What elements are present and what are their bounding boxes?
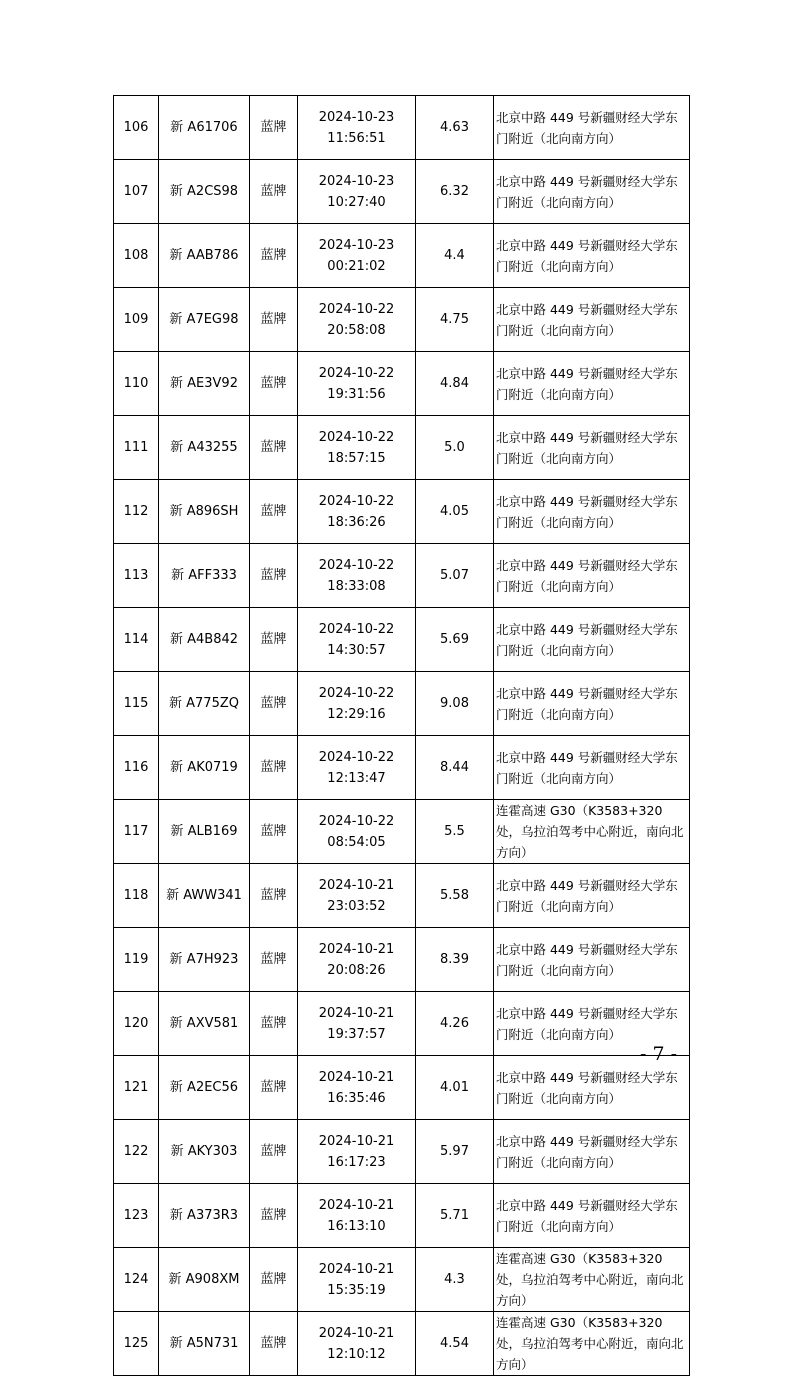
cell-plate-color: 蓝牌 [250,416,298,480]
cell-value: 4.05 [416,480,494,544]
cell-date: 2024-10-21 [318,877,395,893]
cell-location: 北京中路 449 号新疆财经大学东门附近（北向南方向） [494,608,690,672]
cell-time: 18:36:26 [327,514,386,530]
cell-value: 4.3 [416,1248,494,1312]
cell-plate-color: 蓝牌 [250,480,298,544]
cell-plate-number: 新 A2EC56 [159,1056,250,1120]
cell-plate-color: 蓝牌 [250,1056,298,1120]
cell-value: 5.71 [416,1184,494,1248]
table-row [114,1056,690,1120]
cell-date: 2024-10-22 [318,621,395,637]
cell-serial-number: 124 [114,1248,159,1312]
cell-time: 12:29:16 [327,706,386,722]
table-row [114,1248,690,1312]
cell-location: 北京中路 449 号新疆财经大学东门附近（北向南方向） [494,160,690,224]
cell-time: 12:13:47 [327,770,386,786]
cell-plate-number: 新 A61706 [159,96,250,160]
cell-plate-color: 蓝牌 [250,928,298,992]
cell-plate-number: 新 AK0719 [159,736,250,800]
cell-plate-number: 新 A2CS98 [159,160,250,224]
cell-location: 连霍高速 G30（K3583+320 处，乌拉泊驾考中心附近，南向北方向） [494,1312,690,1376]
cell-serial-number: 110 [114,352,159,416]
cell-value: 6.32 [416,160,494,224]
cell-location: 北京中路 449 号新疆财经大学东门附近（北向南方向） [494,672,690,736]
cell-time: 20:08:26 [327,962,386,978]
cell-plate-color: 蓝牌 [250,864,298,928]
cell-plate-number: 新 AKY303 [159,1120,250,1184]
cell-date: 2024-10-21 [318,1133,395,1149]
cell-location: 北京中路 449 号新疆财经大学东门附近（北向南方向） [494,1056,690,1120]
cell-location: 北京中路 449 号新疆财经大学东门附近（北向南方向） [494,416,690,480]
table-row [114,672,690,736]
cell-date: 2024-10-21 [318,1069,395,1085]
cell-plate-color: 蓝牌 [250,544,298,608]
cell-datetime [298,864,416,928]
table-row [114,992,690,1056]
cell-date: 2024-10-22 [318,813,395,829]
cell-date: 2024-10-21 [318,941,395,957]
cell-datetime [298,288,416,352]
cell-plate-color: 蓝牌 [250,1248,298,1312]
cell-time: 16:17:23 [327,1154,386,1170]
cell-plate-color: 蓝牌 [250,608,298,672]
cell-date: 2024-10-21 [318,1197,395,1213]
cell-plate-number: 新 AFF333 [159,544,250,608]
cell-serial-number: 125 [114,1312,159,1376]
cell-time: 18:57:15 [327,450,386,466]
cell-location: 连霍高速 G30（K3583+320 处，乌拉泊驾考中心附近，南向北方向） [494,800,690,864]
cell-location: 北京中路 449 号新疆财经大学东门附近（北向南方向） [494,992,690,1056]
cell-plate-color: 蓝牌 [250,160,298,224]
cell-plate-number: 新 A43255 [159,416,250,480]
cell-value: 5.58 [416,864,494,928]
cell-time: 19:31:56 [327,386,386,402]
table-row [114,480,690,544]
cell-datetime [298,800,416,864]
cell-time: 23:03:52 [327,898,386,914]
cell-value: 9.08 [416,672,494,736]
cell-datetime [298,352,416,416]
cell-datetime [298,96,416,160]
cell-time: 15:35:19 [327,1282,386,1298]
cell-serial-number: 111 [114,416,159,480]
cell-plate-number: 新 AAB786 [159,224,250,288]
cell-value: 4.75 [416,288,494,352]
cell-serial-number: 122 [114,1120,159,1184]
cell-plate-color: 蓝牌 [250,992,298,1056]
table-row [114,736,690,800]
cell-date: 2024-10-22 [318,493,395,509]
cell-plate-number: 新 A908XM [159,1248,250,1312]
cell-time: 20:58:08 [327,322,386,338]
cell-serial-number: 107 [114,160,159,224]
cell-datetime [298,672,416,736]
cell-serial-number: 117 [114,800,159,864]
cell-location: 北京中路 449 号新疆财经大学东门附近（北向南方向） [494,544,690,608]
cell-serial-number: 120 [114,992,159,1056]
cell-plate-color: 蓝牌 [250,1120,298,1184]
cell-plate-color: 蓝牌 [250,736,298,800]
cell-value: 4.26 [416,992,494,1056]
cell-serial-number: 108 [114,224,159,288]
cell-location: 北京中路 449 号新疆财经大学东门附近（北向南方向） [494,480,690,544]
table-row [114,864,690,928]
cell-datetime [298,1056,416,1120]
records-table [113,95,690,1376]
table-row [114,224,690,288]
cell-time: 11:56:51 [327,130,386,146]
cell-value: 5.5 [416,800,494,864]
cell-time: 08:54:05 [327,834,386,850]
cell-serial-number: 113 [114,544,159,608]
cell-date: 2024-10-22 [318,301,395,317]
cell-time: 10:27:40 [327,194,386,210]
cell-time: 14:30:57 [327,642,386,658]
cell-serial-number: 116 [114,736,159,800]
cell-plate-color: 蓝牌 [250,352,298,416]
cell-location: 北京中路 449 号新疆财经大学东门附近（北向南方向） [494,352,690,416]
cell-value: 8.39 [416,928,494,992]
table-row [114,608,690,672]
cell-value: 5.97 [416,1120,494,1184]
cell-serial-number: 106 [114,96,159,160]
cell-value: 5.69 [416,608,494,672]
table-row [114,800,690,864]
cell-plate-number: 新 ALB169 [159,800,250,864]
cell-plate-color: 蓝牌 [250,224,298,288]
cell-plate-color: 蓝牌 [250,1184,298,1248]
cell-datetime [298,992,416,1056]
cell-location: 北京中路 449 号新疆财经大学东门附近（北向南方向） [494,1184,690,1248]
cell-datetime [298,160,416,224]
cell-time: 18:33:08 [327,578,386,594]
cell-datetime [298,224,416,288]
cell-date: 2024-10-22 [318,365,395,381]
table-row [114,544,690,608]
cell-value: 4.63 [416,96,494,160]
table-row [114,288,690,352]
cell-serial-number: 112 [114,480,159,544]
cell-time: 00:21:02 [327,258,386,274]
cell-plate-number: 新 A7EG98 [159,288,250,352]
table-row [114,1120,690,1184]
cell-serial-number: 115 [114,672,159,736]
table-row [114,928,690,992]
cell-datetime [298,544,416,608]
cell-value: 4.84 [416,352,494,416]
records-body [114,96,690,1376]
cell-datetime [298,928,416,992]
cell-plate-number: 新 A775ZQ [159,672,250,736]
cell-date: 2024-10-23 [318,109,395,125]
cell-value: 4.4 [416,224,494,288]
cell-datetime [298,1120,416,1184]
cell-datetime [298,416,416,480]
cell-date: 2024-10-22 [318,429,395,445]
cell-datetime [298,480,416,544]
cell-serial-number: 114 [114,608,159,672]
table-row [114,160,690,224]
cell-time: 19:37:57 [327,1026,386,1042]
cell-date: 2024-10-22 [318,557,395,573]
cell-plate-color: 蓝牌 [250,96,298,160]
cell-location: 北京中路 449 号新疆财经大学东门附近（北向南方向） [494,224,690,288]
cell-plate-number: 新 A896SH [159,480,250,544]
cell-datetime [298,1312,416,1376]
cell-location: 北京中路 449 号新疆财经大学东门附近（北向南方向） [494,864,690,928]
cell-date: 2024-10-21 [318,1325,395,1341]
cell-value: 4.54 [416,1312,494,1376]
cell-serial-number: 119 [114,928,159,992]
cell-plate-number: 新 AXV581 [159,992,250,1056]
cell-plate-number: 新 A5N731 [159,1312,250,1376]
cell-location: 连霍高速 G30（K3583+320 处，乌拉泊驾考中心附近，南向北方向） [494,1248,690,1312]
cell-time: 16:35:46 [327,1090,386,1106]
cell-plate-number: 新 AWW341 [159,864,250,928]
cell-location: 北京中路 449 号新疆财经大学东门附近（北向南方向） [494,736,690,800]
cell-date: 2024-10-22 [318,749,395,765]
cell-plate-color: 蓝牌 [250,1312,298,1376]
cell-value: 5.0 [416,416,494,480]
cell-date: 2024-10-21 [318,1261,395,1277]
cell-date: 2024-10-21 [318,1005,395,1021]
cell-datetime [298,1248,416,1312]
cell-plate-color: 蓝牌 [250,288,298,352]
cell-value: 8.44 [416,736,494,800]
page-number: - 7 - [640,1043,678,1065]
cell-date: 2024-10-22 [318,685,395,701]
cell-plate-number: 新 AE3V92 [159,352,250,416]
cell-datetime [298,1184,416,1248]
cell-plate-number: 新 A373R3 [159,1184,250,1248]
cell-plate-color: 蓝牌 [250,672,298,736]
cell-location: 北京中路 449 号新疆财经大学东门附近（北向南方向） [494,928,690,992]
cell-value: 5.07 [416,544,494,608]
cell-time: 16:13:10 [327,1218,386,1234]
cell-serial-number: 121 [114,1056,159,1120]
cell-datetime [298,608,416,672]
cell-serial-number: 123 [114,1184,159,1248]
cell-location: 北京中路 449 号新疆财经大学东门附近（北向南方向） [494,1120,690,1184]
table-row [114,352,690,416]
cell-serial-number: 118 [114,864,159,928]
cell-location: 北京中路 449 号新疆财经大学东门附近（北向南方向） [494,288,690,352]
cell-time: 12:10:12 [327,1346,386,1362]
table-row [114,1312,690,1376]
cell-date: 2024-10-23 [318,237,395,253]
cell-serial-number: 109 [114,288,159,352]
cell-value: 4.01 [416,1056,494,1120]
table-row [114,96,690,160]
cell-plate-number: 新 A4B842 [159,608,250,672]
cell-plate-number: 新 A7H923 [159,928,250,992]
table-row [114,416,690,480]
cell-location: 北京中路 449 号新疆财经大学东门附近（北向南方向） [494,96,690,160]
cell-plate-color: 蓝牌 [250,800,298,864]
cell-date: 2024-10-23 [318,173,395,189]
cell-datetime [298,736,416,800]
table-row [114,1184,690,1248]
